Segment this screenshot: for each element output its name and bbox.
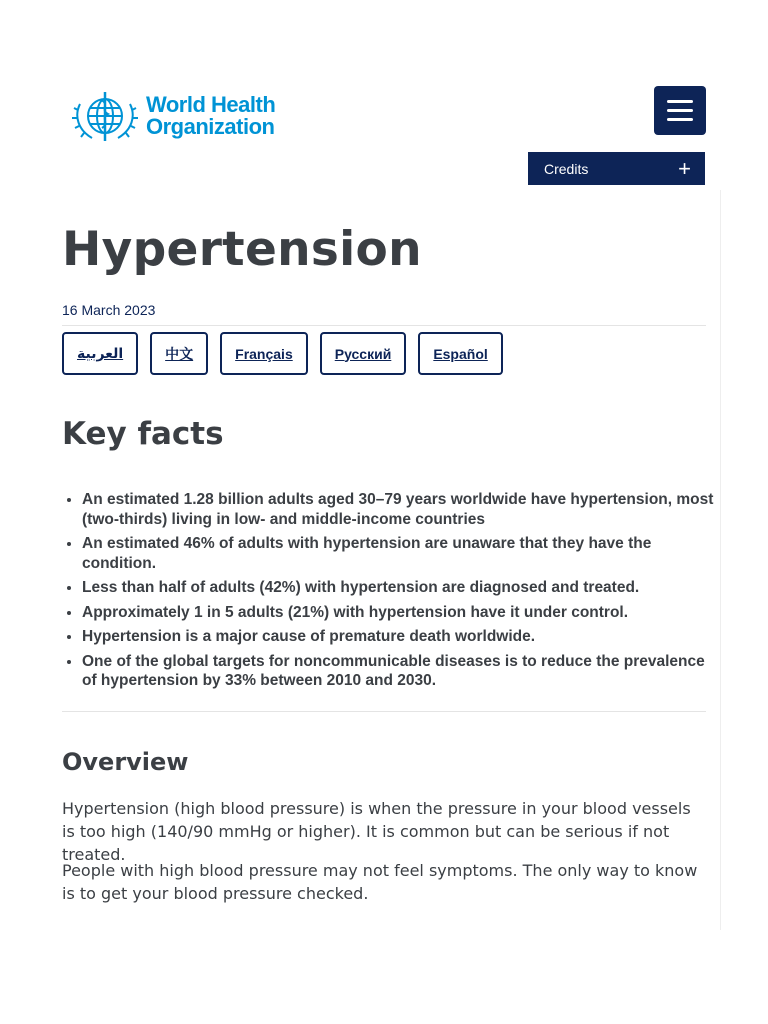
logo-line-2: Organization	[146, 114, 275, 139]
logo-wordmark	[146, 94, 275, 138]
overview-heading: Overview	[62, 748, 189, 776]
language-link-arabic[interactable]: العربية	[62, 332, 138, 375]
key-facts-list	[62, 490, 722, 696]
menu-button[interactable]	[654, 86, 706, 135]
who-logo[interactable]	[70, 86, 275, 146]
key-facts-heading: Key facts	[62, 416, 224, 452]
list-item: • An estimated 46% of adults with hypertension are unaware that they have the condition.	[82, 534, 722, 573]
logo-line-1: World Health	[146, 92, 276, 117]
list-item: • Hypertension is a major cause of premature death worldwide.	[82, 627, 722, 647]
language-link-russian[interactable]: Русский	[320, 332, 407, 375]
hamburger-menu-icon-bar-3	[667, 118, 693, 121]
publish-date: 16 March 2023	[62, 302, 156, 318]
hamburger-menu-icon	[667, 100, 693, 103]
who-emblem-icon	[70, 86, 140, 146]
list-item: • Less than half of adults (42%) with hypertension are diagnosed and treated.	[82, 578, 722, 598]
language-switcher	[62, 332, 503, 375]
credits-toggle[interactable]	[528, 152, 705, 185]
language-link-spanish[interactable]: Español	[418, 332, 502, 375]
list-item: • Approximately 1 in 5 adults (21%) with hypertension have it under control.	[82, 603, 722, 623]
language-link-chinese[interactable]: 中文	[150, 332, 208, 375]
plus-icon: +	[678, 155, 691, 181]
list-item: • One of the global targets for noncommunicable diseases is to reduce the prevalence of hypertension by 33% between 2010 and 2030.	[82, 652, 722, 691]
overview-paragraph-2: People with high blood pressure may not feel symptoms. The only way to know is to get your blood pressure checked.	[62, 861, 698, 903]
overview-paragraph-1: Hypertension (high blood pressure) is when the pressure in your blood vessels is too high (140/90 mmHg or higher). It is common but can be serious if not treated.	[62, 799, 691, 864]
page-title: Hypertension	[62, 222, 422, 277]
credits-label: Credits	[544, 160, 589, 177]
list-item: • An estimated 1.28 billion adults aged 30–79 years worldwide have hypertension, most (two-thirds) living in low- and middle-income countries	[82, 490, 722, 529]
hamburger-menu-icon-bar-2	[667, 109, 693, 112]
divider	[62, 711, 706, 712]
divider	[62, 325, 706, 326]
site-header	[0, 0, 768, 200]
language-link-french[interactable]: Français	[220, 332, 308, 375]
